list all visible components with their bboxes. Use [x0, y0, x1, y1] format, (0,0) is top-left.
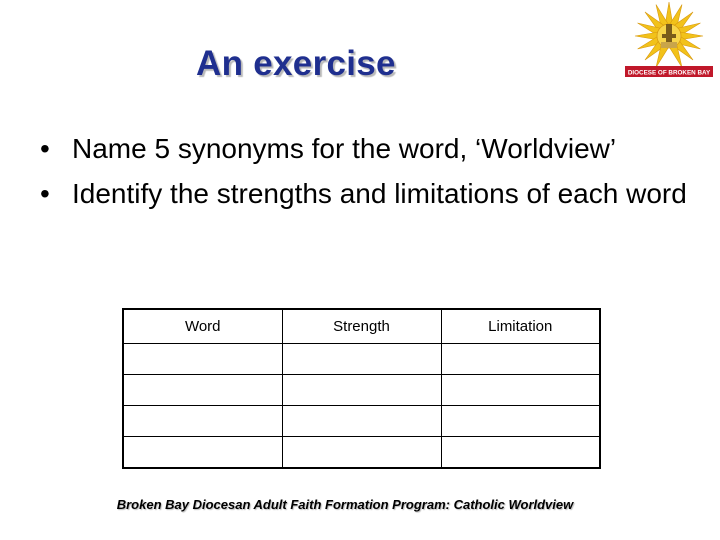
table-cell [282, 437, 441, 469]
bullet-list [40, 132, 700, 222]
table-cell [123, 406, 282, 437]
table-cell [282, 375, 441, 406]
logo-text: DIOCESE OF BROKEN BAY [627, 69, 711, 77]
table-row [123, 406, 600, 437]
table-cell [123, 437, 282, 469]
column-header-strength: Strength [282, 309, 441, 344]
table-cell [441, 406, 600, 437]
table-cell [123, 344, 282, 375]
table-header-row [123, 309, 600, 344]
exercise-table [122, 308, 601, 469]
bullet-item [40, 177, 700, 210]
bullet-icon: • [40, 133, 50, 164]
column-header-word: Word [123, 309, 282, 344]
diocese-logo [622, 0, 716, 80]
table-cell [441, 437, 600, 469]
table-cell [441, 344, 600, 375]
bullet-icon: • [40, 178, 50, 209]
slide-title: An exercise [196, 44, 396, 83]
bullet-text: Identify the strengths and limitations of each word [72, 178, 687, 209]
table-row [123, 375, 600, 406]
slide-footer: Broken Bay Diocesan Adult Faith Formation Program: Catholic Worldview [116, 497, 574, 512]
table-row [123, 437, 600, 469]
column-header-limitation: Limitation [441, 309, 600, 344]
table-cell [282, 344, 441, 375]
bullet-text: Name 5 synonyms for the word, ‘Worldview’ [72, 133, 617, 164]
table-cell [123, 375, 282, 406]
table-row [123, 344, 600, 375]
table-cell [282, 406, 441, 437]
bullet-item [40, 132, 700, 165]
table-cell [441, 375, 600, 406]
